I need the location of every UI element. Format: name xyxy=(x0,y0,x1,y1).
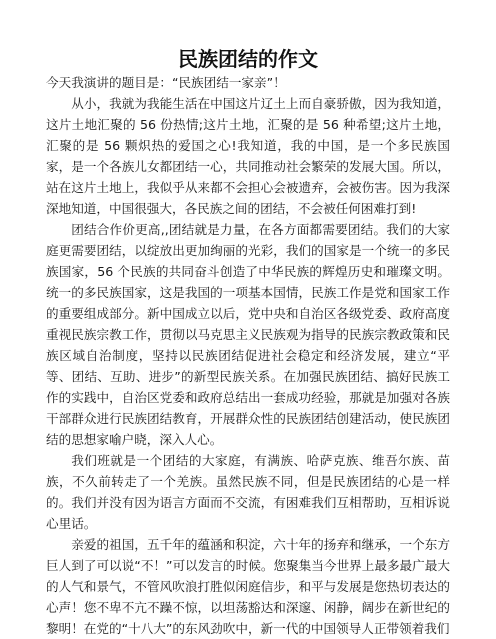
paragraph-intro: 今天我演讲的题目是：“民族团结一家亲”！ xyxy=(46,75,286,90)
paragraph-3: 我们班就是一个团结的大家庭，有满族、哈萨克族、维吾尔族、苗族，不久前转走了一个羌族。虽然民族不同，但是民族团结的心是一样的。我们并没有因为语言方面而不交流，有困难我们互相帮助，互相诉说心里话。 xyxy=(46,453,450,531)
paragraph-1: 从小，我就为我能生活在中国这片辽土上而自豪骄傲，因为我知道，这片土地汇聚的 56 份热情;这片土地，汇聚的是 56 种希望;这片土地，汇聚的是 56 颗炽热的爱国之心!我知道，我的中国，是一个多民族国家，是一个各族儿女都团结一心，共同推动社会繁荣的发展大国。所以，站在这片土地上，我似乎从来都不会担心会被遗弃，会被伤害。因为我深深地知道，中国很强大，各民族之间的团结，不会被任何困难打到! xyxy=(46,96,450,216)
document-body xyxy=(46,72,450,639)
paragraph-2: 团结合作价更高,,团结就是力量，在各方面都需要团结。我们的大家庭更需要团结，以绽放出更加绚丽的光彩，我们的国家是一个统一的多民族国家，56 个民族的共同奋斗创造了中华民族的辉煌历史和璀璨文明。统一的多民族国家，这是我国的一项基本国情，民族工作是党和国家工作的重要组成部分。新中国成立以后，党中央和自治区各级党委、政府高度重视民族宗教工作，贯彻以马克思主义民族观为指导的民族宗教政策和民族区域自治制度，坚持以民族团结促进社会稳定和经济发展，建立“平等、团结、互助、进步”的新型民族关系。在加强民族团结、搞好民族工作的实践中，自治区党委和政府总结出一套成功经验，那就是加强对各族干部群众进行民族团结教育，开展群众性的民族团结创建活动，使民族团结的思想家喻户晓，深入人心。 xyxy=(46,222,450,447)
document-title: 民族团结的作文 xyxy=(178,47,318,71)
paragraph-4: 亲爱的祖国，五千年的蕴涵和积淀，六十年的扬弃和继承，一个东方巨人到了可以说“不！”可以发言的时候。您聚集当今世界上最多最广最大的人气和景气，不管风吹浪打胜似闲庭信步，和平与发展是您热切表达的心声！您不卑不亢不躁不惊，以坦荡豁达和深邃、闲静，阔步在新世纪的黎明！在党的“十八大”的东风劲吹中，新一代的中国领导人正带领着我们 xyxy=(46,537,450,636)
